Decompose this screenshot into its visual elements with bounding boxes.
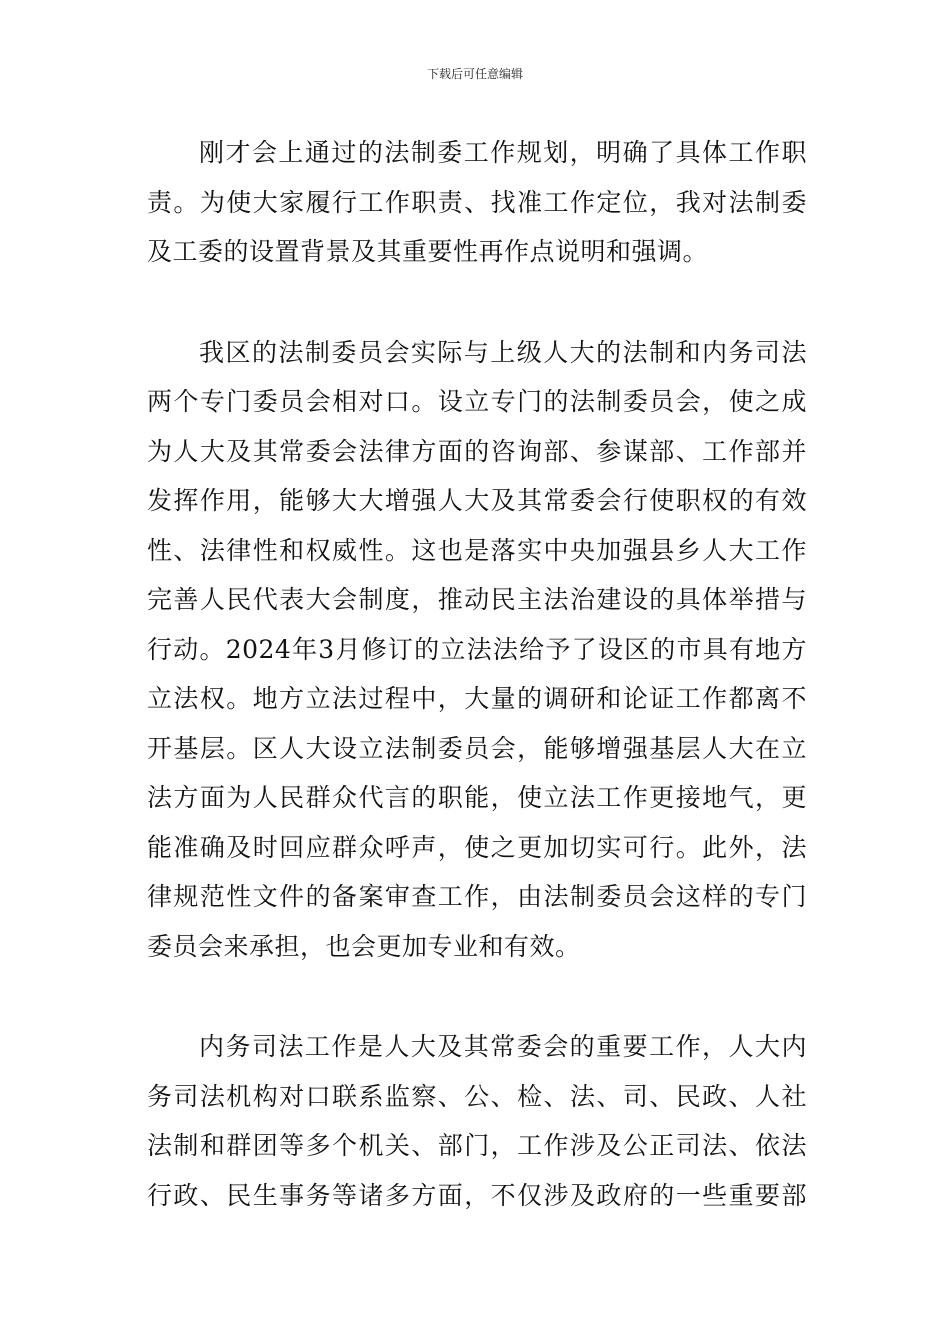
text-line: 责。为使大家履行工作职责、找准工作定位，我对法制委 (147, 187, 807, 217)
text-line: 开基层。区人大设立法制委员会，能够增强基层人大在立 (147, 733, 807, 763)
text-line: 务司法机构对口联系监察、公、检、法、司、民政、人社 (147, 1081, 807, 1111)
page-header-note: 下载后可任意编辑 (426, 67, 523, 81)
paragraph-1 (147, 128, 807, 277)
text-line: 立法权。地方立法过程中，大量的调研和论证工作都离不 (147, 684, 807, 713)
text-line: 完善人民代表大会制度，推动民主法治建设的具体举措与 (147, 585, 807, 614)
paragraph-spacer (147, 277, 807, 328)
text-line: 法方面为人民群众代言的职能，使立法工作更接地气，更 (147, 783, 807, 812)
text-line: 为人大及其常委会法律方面的咨询部、参谋部、工作部并 (147, 436, 807, 466)
paragraph-2 (147, 328, 807, 972)
text-line: 两个专门委员会相对口。设立专门的法制委员会，使之成 (147, 387, 807, 416)
text-line: 行动。2024年3月修订的立法法给予了设区的市具有地方 (147, 634, 807, 664)
paragraph-spacer (147, 971, 807, 1022)
text-line: 法制和群团等多个机关、部门，工作涉及公正司法、依法 (147, 1131, 807, 1160)
text-line: 行政、民生事务等诸多方面，不仅涉及政府的一些重要部 (147, 1180, 807, 1210)
document-body (147, 128, 807, 1220)
text-line: 发挥作用，能够大大增强人大及其常委会行使职权的有效 (147, 486, 807, 515)
text-line: 及工委的设置背景及其重要性再作点说明和强调。 (147, 237, 709, 266)
paragraph-3 (147, 1022, 807, 1220)
text-line: 委员会来承担，也会更加专业和有效。 (147, 931, 581, 961)
text-line: 能准确及时回应群众呼声，使之更加切实可行。此外，法 (147, 832, 807, 862)
text-line: 刚才会上通过的法制委工作规划，明确了具体工作职 (199, 138, 807, 167)
text-line: 律规范性文件的备案审查工作，由法制委员会这样的专门 (147, 882, 807, 911)
text-line: 内务司法工作是人大及其常委会的重要工作，人大内 (199, 1032, 807, 1061)
text-line: 我区的法制委员会实际与上级人大的法制和内务司法 (199, 337, 807, 367)
text-line: 性、法律性和权威性。这也是落实中央加强县乡人大工作 (147, 535, 807, 565)
